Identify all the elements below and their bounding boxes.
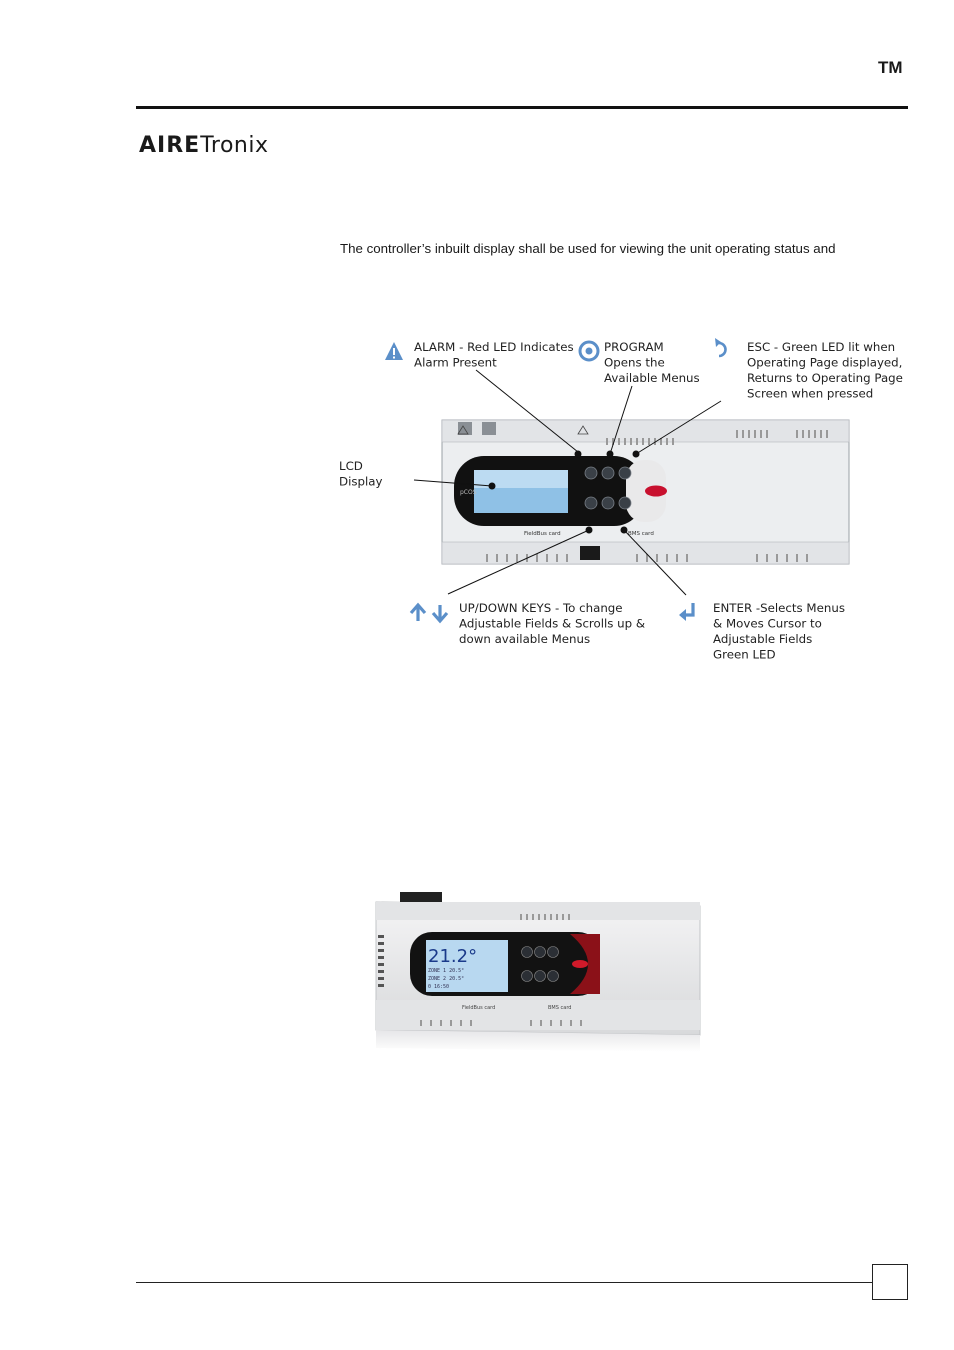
alarm-warning-icon	[385, 342, 403, 360]
panel-bms-label: BMS card	[628, 531, 654, 537]
photo-bms-label: BMS card	[548, 1005, 572, 1011]
photo-fieldbus-label: FieldBus card	[462, 1005, 496, 1011]
esc-undo-icon	[715, 338, 726, 356]
controller-diagram	[336, 330, 906, 675]
trademark-mark: TM	[878, 58, 903, 77]
controller-photo	[370, 880, 720, 1060]
program-target-icon	[580, 342, 598, 360]
brand-logo	[139, 132, 269, 158]
updown-annotation: UP/DOWN KEYS - To change Adjustable Fields & Scrolls up & down available Menus	[459, 601, 646, 646]
up-arrow-icon	[411, 605, 425, 621]
enter-return-icon	[679, 603, 693, 621]
photo-temperature-readout: 21.2°	[428, 946, 478, 967]
lcd-annotation: LCD Display	[339, 459, 383, 489]
enter-annotation: ENTER -Selects Menus & Moves Cursor to Adjustable Fields Green LED	[713, 601, 845, 662]
down-arrow-icon	[433, 605, 447, 621]
header-rule	[136, 106, 908, 109]
page-number-box	[872, 1264, 908, 1300]
photo-zone1-line: ZONE 1 20.5°	[428, 968, 465, 974]
logo-bold-text: AIRE	[139, 133, 201, 158]
program-annotation: PROGRAM Opens the Available Menus	[604, 340, 700, 385]
panel-brand-label: pCOS	[460, 489, 477, 496]
alarm-annotation: ALARM - Red LED Indicates Alarm Present	[414, 340, 574, 370]
intro-paragraph: The controller’s inbuilt display shall be used for viewing the unit operating status and	[340, 241, 836, 256]
photo-time-line: 0 16:50	[428, 984, 450, 990]
esc-annotation: ESC - Green LED lit when Operating Page displayed, Returns to Operating Page Screen when pressed	[747, 340, 903, 401]
footer-rule	[136, 1282, 872, 1283]
photo-zone2-line: ZONE 2 20.5°	[428, 976, 465, 982]
logo-light-text: Tronix	[200, 133, 269, 158]
panel-fieldbus-label: FieldBus card	[524, 531, 561, 537]
controller-panel	[442, 420, 849, 564]
